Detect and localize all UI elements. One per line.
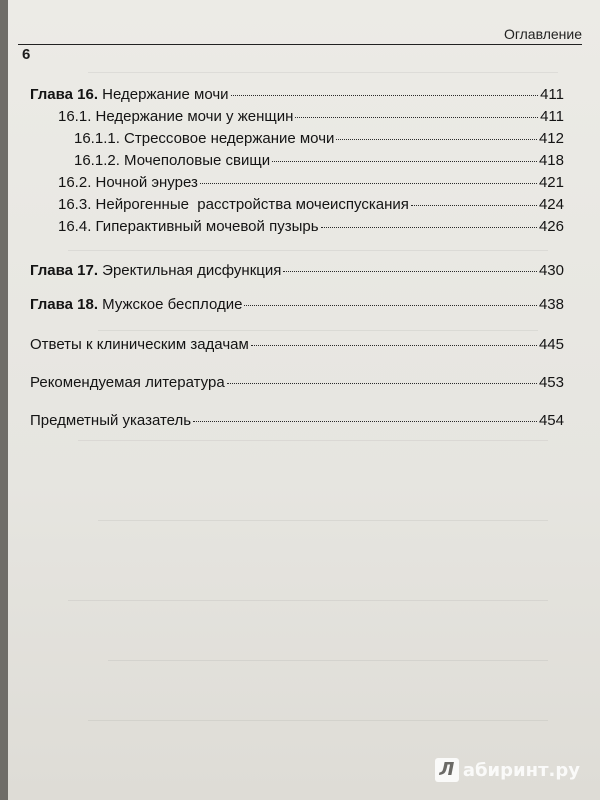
toc-entry-16-2[interactable] [58,174,564,192]
toc-entry-index[interactable] [30,412,564,430]
running-header [18,26,582,63]
dot-leader [193,421,537,422]
toc-page-number: 411 [540,86,564,103]
book-page [8,0,600,800]
toc-entry-16-1-1[interactable] [74,130,564,148]
toc-chapter-label: Глава 17. [30,262,99,279]
toc-page-number: 454 [538,412,564,429]
toc-page-number: 453 [538,374,564,391]
labirint-logo-icon: Л [435,758,459,782]
dot-leader [336,139,537,140]
toc-entry-16-1[interactable] [58,108,564,126]
toc-entry-literature[interactable] [30,374,564,392]
toc-entry-chapter-17[interactable] [30,262,564,280]
toc-entry-16-1-2[interactable] [74,152,564,170]
dot-leader [272,161,537,162]
toc-entry-chapter-18[interactable] [30,296,564,314]
toc-chapter-label: Глава 18. [30,296,99,313]
toc-page-number: 426 [538,218,564,235]
toc-entry-title: 16.3. Нейрогенные расстройства мочеиспускания [58,196,409,213]
dot-leader [283,271,537,272]
toc-entry-title: 16.2. Ночной энурез [58,174,198,191]
toc-entry-title: Недержание мочи [98,86,229,103]
toc-chapter-label: Глава 16. [30,86,99,103]
section-name: Оглавление [503,26,582,42]
toc-page-number: 430 [538,262,564,279]
toc-page-number: 421 [538,174,564,191]
toc-entry-title: Предметный указатель [30,412,192,429]
dot-leader [200,183,537,184]
toc-page-number: 424 [538,196,564,213]
dot-leader [251,345,537,346]
toc-entry-title: Ответы к клиническим задачам [30,336,249,353]
toc-entry-title: 16.1.2. Мочеполовые свищи [74,152,271,169]
dot-leader [295,117,538,118]
toc-entry-16-3[interactable] [58,196,564,214]
dot-leader [227,383,537,384]
toc-entry-title: 16.4. Гиперактивный мочевой пузырь [58,218,319,235]
toc-page-number: 418 [538,152,564,169]
dot-leader [244,305,537,306]
header-rule [18,44,582,45]
page-number: 6 [22,46,31,63]
labirint-watermark [435,758,580,782]
toc-entry-chapter-16[interactable] [30,86,564,104]
toc-page-number: 445 [538,336,564,353]
toc-page-number: 412 [538,130,564,147]
toc-entry-title: Рекомендуемая литература [30,374,225,391]
watermark-text: абиринт.ру [462,759,580,781]
toc-entry-answers[interactable] [30,336,564,354]
toc-entry-16-4[interactable] [58,218,564,236]
dot-leader [321,227,537,228]
toc-entry-title: 16.1.1. Стрессовое недержание мочи [74,130,335,147]
toc-page-number: 411 [540,108,564,125]
toc-entry-title: Мужское бесплодие [98,296,243,313]
dot-leader [231,95,539,96]
toc-entry-title: 16.1. Недержание мочи у женщин [58,108,294,125]
toc-page-number: 438 [538,296,564,313]
toc-entry-title: Эректильная дисфункция [98,262,282,279]
dot-leader [411,205,537,206]
